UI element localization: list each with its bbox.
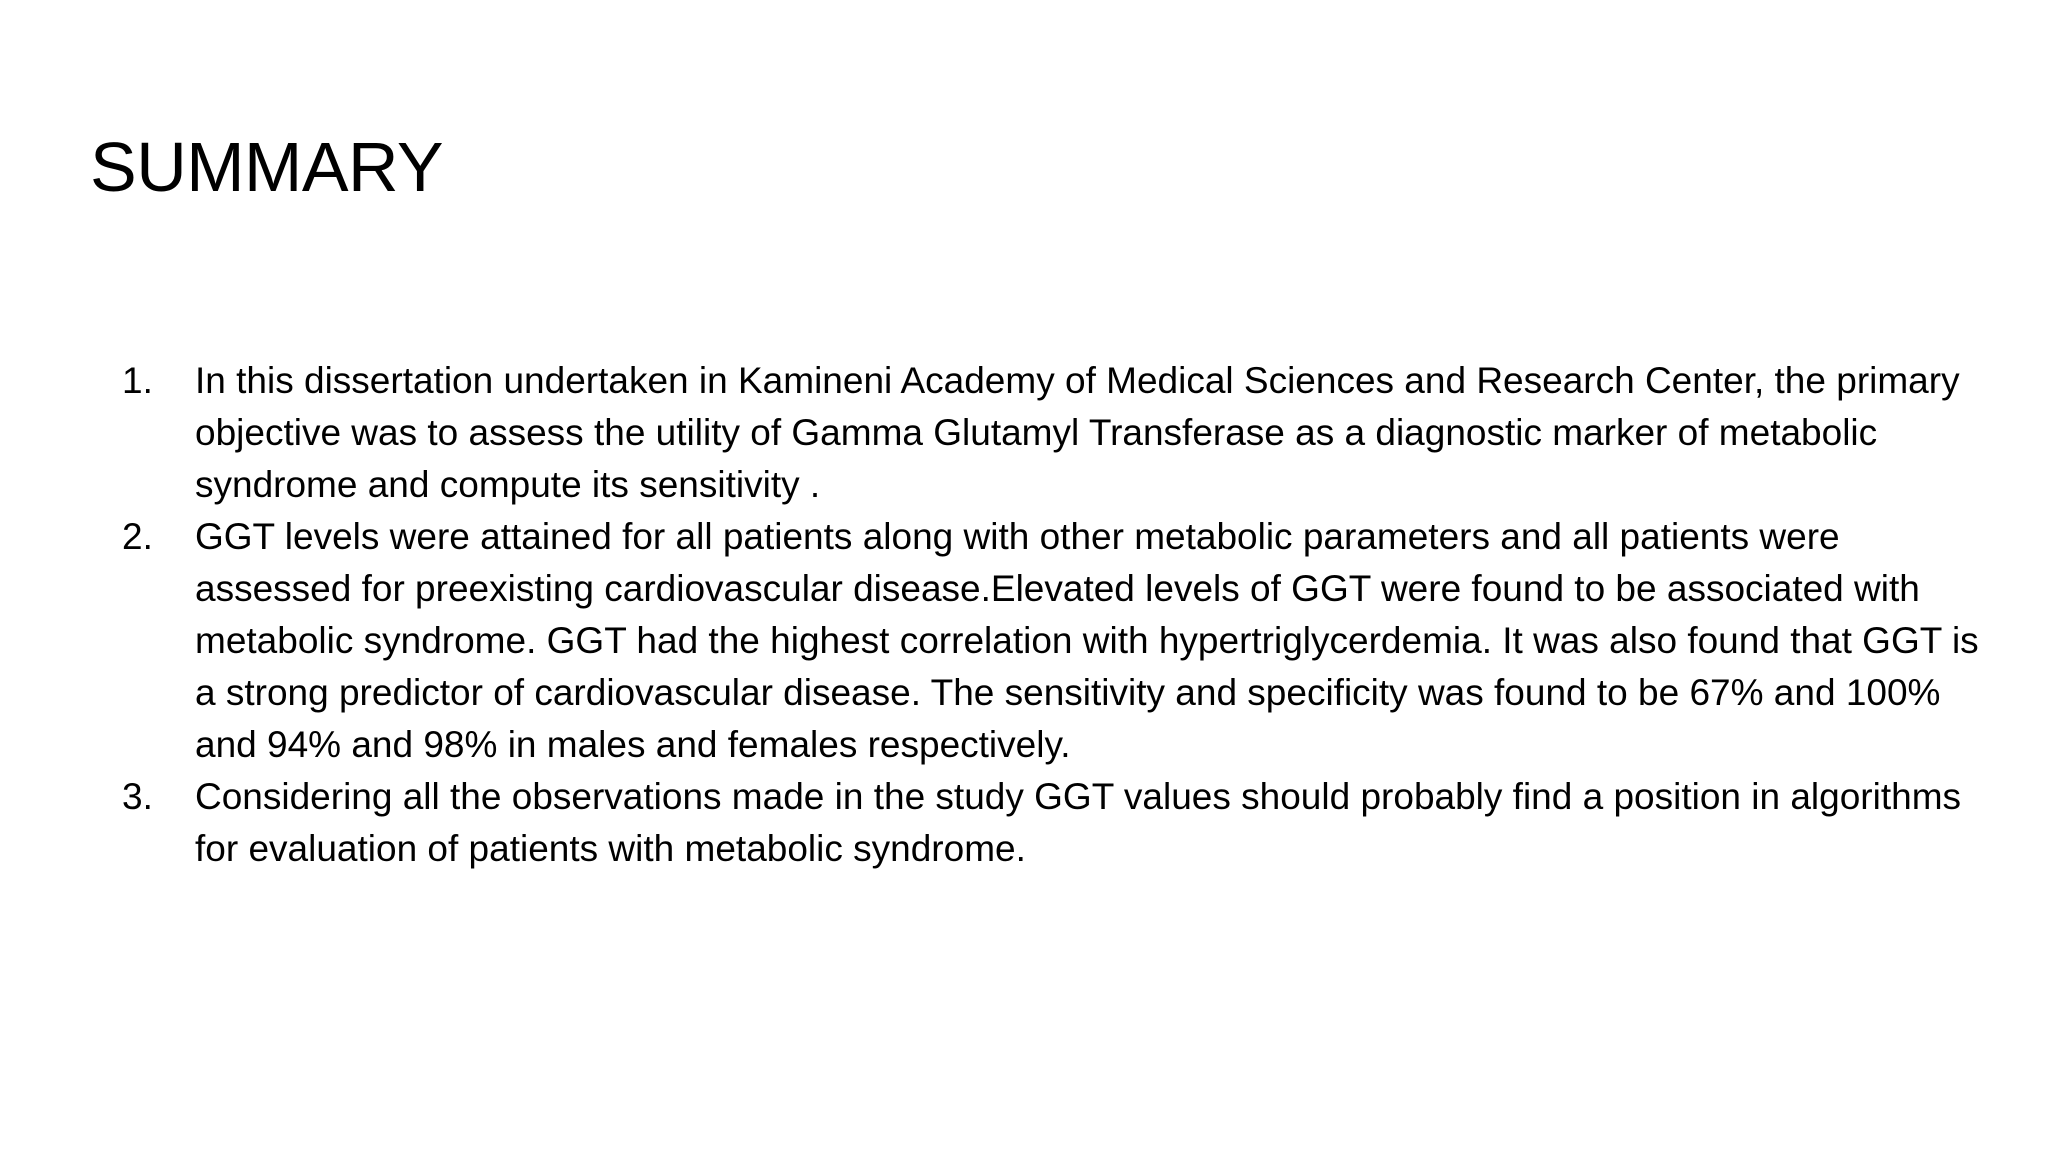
item-number: 2. [122, 516, 153, 557]
item-text: In this dissertation undertaken in Kamineni Academy of Medical Sciences and Research Center, the primary objective was to assess the utility of Gamma Glutamyl Transferase as a diagnostic marker of metabolic syndrome and compute its sensitivity . [195, 360, 1960, 505]
summary-list [122, 355, 2002, 875]
summary-item-3 [122, 771, 2002, 875]
item-text: GGT levels were attained for all patients along with other metabolic parameters and all patients were assessed for preexisting cardiovascular disease.Elevated levels of GGT were found to be associated with metabolic syndrome. GGT had the highest correlation with hypertriglycerdemia. It was also found that GGT is a strong predictor of cardiovascular disease. The sensitivity and specificity was found to be 67% and 100% and 94% and 98% in males and females respectively. [195, 516, 1979, 765]
summary-item-2 [122, 511, 2002, 771]
item-text: Considering all the observations made in the study GGT values should probably find a position in algorithms for evaluation of patients with metabolic syndrome. [195, 776, 1962, 869]
item-number: 3. [122, 776, 153, 817]
item-number: 1. [122, 360, 153, 401]
slide-title: SUMMARY [90, 128, 444, 206]
summary-item-1 [122, 355, 2002, 511]
